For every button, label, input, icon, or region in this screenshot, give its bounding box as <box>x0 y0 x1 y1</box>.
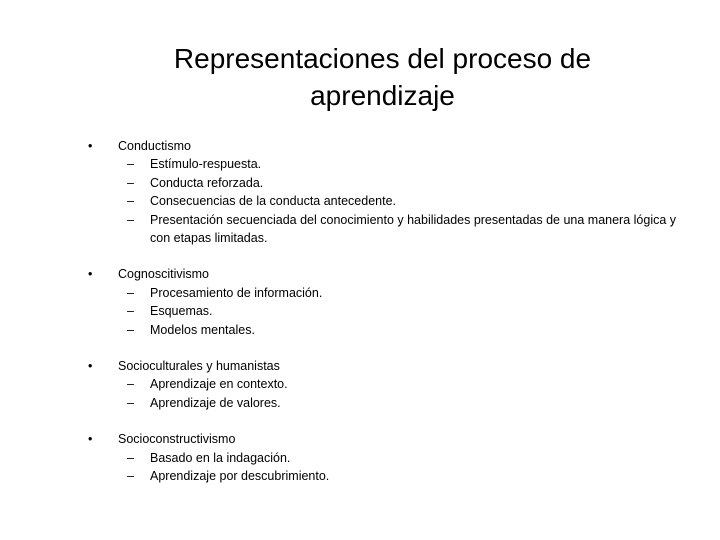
dash-icon: – <box>127 212 134 227</box>
section-heading: Cognoscitivismo <box>118 267 210 282</box>
sub-item <box>84 302 704 320</box>
bullet-list <box>84 137 704 504</box>
sub-item <box>84 467 704 485</box>
section-heading: Socioculturales y humanistas <box>118 359 280 374</box>
sub-item <box>84 174 704 192</box>
sub-item-text: Aprendizaje en contexto. <box>150 377 288 392</box>
dash-icon: – <box>127 157 134 172</box>
sub-item-text: Estímulo-respuesta. <box>150 157 262 172</box>
dash-icon: – <box>127 450 134 465</box>
sub-item <box>84 394 704 412</box>
dash-icon: – <box>127 285 134 300</box>
dash-icon: – <box>127 304 134 319</box>
sub-item <box>84 449 704 467</box>
bullet-icon: • <box>88 267 93 282</box>
slide-title: Representaciones del proceso de aprendizaje <box>173 43 592 111</box>
dash-icon: – <box>127 175 134 190</box>
dash-icon: – <box>127 194 134 209</box>
sub-item-text: Presentación secuenciada del conocimiento y habilidades presentadas de una manera lógica y con etapas limitadas. <box>150 212 677 246</box>
dash-icon: – <box>127 377 134 392</box>
section-conductismo <box>84 137 704 247</box>
sub-item <box>84 155 704 173</box>
section-cognoscitivismo <box>84 265 704 339</box>
sub-item-text: Modelos mentales. <box>150 322 255 337</box>
section-heading: Socioconstructivismo <box>118 432 236 447</box>
sub-item-text: Procesamiento de información. <box>150 285 323 300</box>
sub-item <box>84 211 704 248</box>
sub-item <box>84 192 704 210</box>
section-socioculturales <box>84 357 704 412</box>
dash-icon: – <box>127 395 134 410</box>
section-heading: Conductismo <box>118 139 191 153</box>
sub-item-text: Basado en la indagación. <box>150 450 291 465</box>
sub-item-text: Esquemas. <box>150 304 213 319</box>
sub-item <box>84 321 704 339</box>
sub-item <box>84 375 704 393</box>
sub-item-text: Conducta reforzada. <box>150 175 264 190</box>
sub-item-text: Aprendizaje por descubrimiento. <box>150 469 330 484</box>
sub-item <box>84 284 704 302</box>
bullet-icon: • <box>88 139 93 153</box>
section-socioconstructivismo <box>84 430 704 485</box>
bullet-icon: • <box>88 359 93 374</box>
dash-icon: – <box>127 469 134 484</box>
dash-icon: – <box>127 322 134 337</box>
sub-item-text: Consecuencias de la conducta antecedente. <box>150 194 397 209</box>
bullet-icon: • <box>88 432 93 447</box>
sub-item-text: Aprendizaje de valores. <box>150 395 281 410</box>
